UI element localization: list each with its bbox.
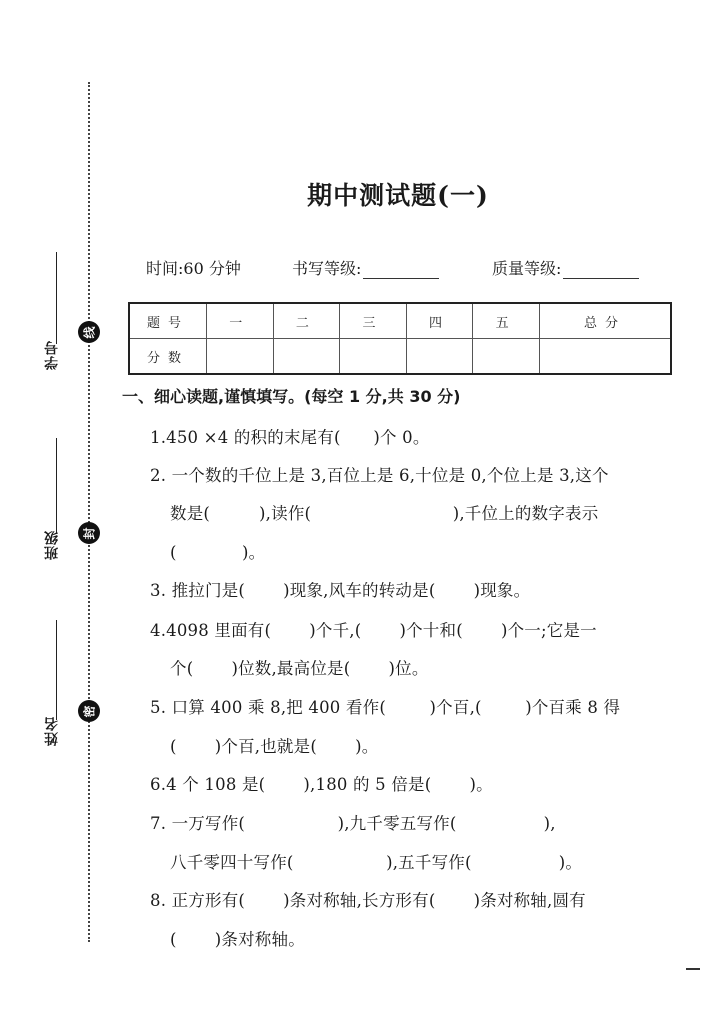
score-cell-total[interactable] bbox=[539, 339, 671, 375]
name-blank[interactable] bbox=[56, 620, 57, 720]
column-3: 三 bbox=[340, 303, 407, 339]
question-2-line-2: 数是( ),读作( ),千位上的数字表示 bbox=[170, 504, 599, 523]
question-8-line-2: ( )条对称轴。 bbox=[170, 930, 305, 949]
writing-grade-blank[interactable] bbox=[363, 262, 439, 279]
time-limit: 时间:60 分钟 bbox=[146, 259, 241, 278]
quality-grade bbox=[492, 256, 639, 279]
question-4-line-2: 个( )位数,最高位是( )位。 bbox=[170, 659, 429, 678]
question-number-header: 题号 bbox=[129, 303, 207, 339]
page-mark bbox=[686, 968, 700, 970]
seal-seal-icon: 封 bbox=[78, 522, 100, 544]
score-table bbox=[128, 302, 672, 375]
question-5-line-2: ( )个百,也就是( )。 bbox=[170, 737, 379, 756]
score-header: 分数 bbox=[129, 339, 207, 375]
question-2-line-1: 2. 一个数的千位上是 3,百位上是 6,十位是 0,个位上是 3,这个 bbox=[150, 466, 609, 485]
exam-meta-row bbox=[146, 256, 639, 279]
score-cell-1[interactable] bbox=[207, 339, 274, 375]
question-number-row bbox=[129, 303, 671, 339]
student-id-blank[interactable] bbox=[56, 252, 57, 344]
question-3: 3. 推拉门是( )现象,风车的转动是( )现象。 bbox=[150, 581, 531, 600]
column-total: 总分 bbox=[539, 303, 671, 339]
question-2-line-3: ( )。 bbox=[170, 543, 266, 562]
question-5-line-1: 5. 口算 400 乘 8,把 400 看作( )个百,( )个百乘 8 得 bbox=[150, 698, 621, 717]
column-2: 二 bbox=[273, 303, 340, 339]
score-cell-2[interactable] bbox=[273, 339, 340, 375]
column-4: 四 bbox=[406, 303, 473, 339]
section-1-title: 一、细心读题,谨慎填写。(每空 1 分,共 30 分) bbox=[122, 387, 461, 406]
score-cell-5[interactable] bbox=[473, 339, 540, 375]
score-row bbox=[129, 339, 671, 375]
quality-grade-blank[interactable] bbox=[563, 262, 639, 279]
question-4-line-1: 4.4098 里面有( )个千,( )个十和( )个一;它是一 bbox=[150, 621, 597, 640]
name-label: 姓名 bbox=[44, 716, 60, 746]
column-5: 五 bbox=[473, 303, 540, 339]
column-1: 一 bbox=[207, 303, 274, 339]
question-1: 1.450 ×4 的积的末尾有( )个 0。 bbox=[150, 428, 430, 447]
question-8-line-1: 8. 正方形有( )条对称轴,长方形有( )条对称轴,圆有 bbox=[150, 891, 586, 910]
writing-grade-label: 书写等级: bbox=[292, 259, 362, 278]
seal-secret-icon: 密 bbox=[78, 700, 100, 722]
exam-title: 期中测试题(一) bbox=[307, 181, 489, 210]
student-id-label: 学号 bbox=[44, 340, 60, 370]
class-label: 班级 bbox=[44, 530, 60, 560]
seal-line-icon: 线 bbox=[78, 321, 100, 343]
question-7-line-2: 八千零四十写作( ),五千写作( )。 bbox=[170, 853, 583, 872]
class-blank[interactable] bbox=[56, 438, 57, 534]
question-7-line-1: 7. 一万写作( ),九千零五写作( ), bbox=[150, 814, 556, 833]
writing-grade bbox=[292, 256, 492, 279]
quality-grade-label: 质量等级: bbox=[492, 259, 562, 278]
score-cell-4[interactable] bbox=[406, 339, 473, 375]
question-6: 6.4 个 108 是( ),180 的 5 倍是( )。 bbox=[150, 775, 493, 794]
score-cell-3[interactable] bbox=[340, 339, 407, 375]
